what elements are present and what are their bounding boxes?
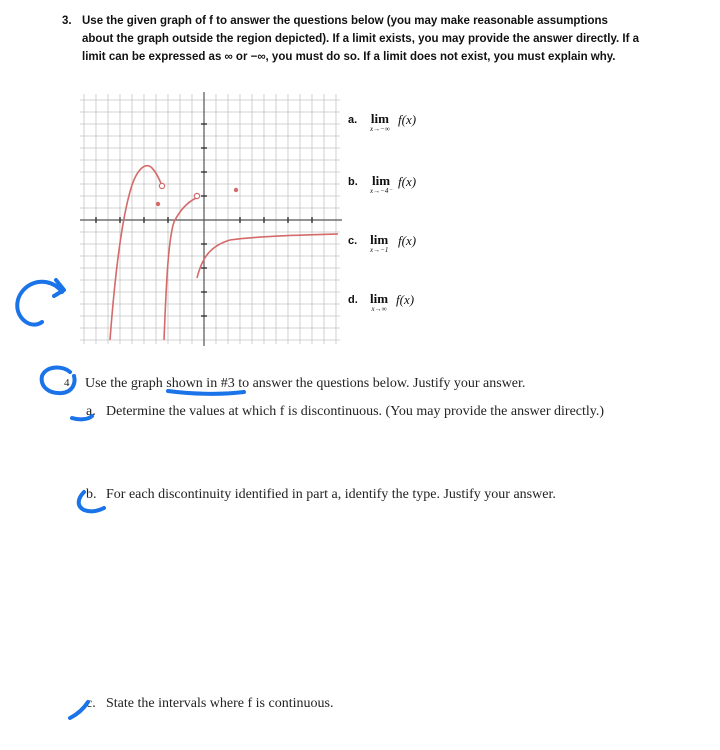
limit-c-fx: f(x): [398, 233, 417, 248]
question-4-number: 4: [64, 377, 70, 389]
limit-a-label: a.: [348, 114, 358, 126]
limit-a-word: lim: [370, 111, 389, 126]
question-4b-label: b.: [86, 487, 97, 502]
limit-c-word: lim: [370, 232, 389, 247]
limit-b-fx: f(x): [398, 174, 417, 189]
annotation-mark-4b: [79, 492, 104, 511]
question-4b-text: For each discontinuity identified in part a, identify the type. Justify your answer.: [106, 487, 556, 502]
limit-a-fx: f(x): [398, 112, 417, 127]
question-3-text: Use the given graph of f to answer the questions below (you may make reasonable assumptions about the graph outside the region depicted). If a limit exists, you may provide the answer directly. If a limit can be expressed as ∞ or −∞, you must do so. If a limit does not exist, you must explain why.: [82, 15, 640, 63]
limit-b-word: lim: [371, 173, 391, 188]
question-4a-label: a.: [86, 404, 96, 419]
annotation-underline-shown: [168, 391, 244, 394]
annotation-mark-4a: [72, 416, 92, 419]
limit-b-sub: x→−4⁻: [370, 187, 393, 195]
limit-d-word: lim: [370, 291, 389, 306]
annotation-hook-arrow: [17, 282, 62, 325]
question-4c-text: State the intervals where f is continuous.: [106, 696, 334, 711]
limit-d-sub: x→∞: [371, 305, 387, 313]
limit-c-label: c.: [348, 235, 358, 247]
question-3-number: 3.: [62, 15, 72, 27]
annotation-mark-4c: [70, 702, 88, 718]
limit-b-label: b.: [348, 176, 358, 188]
limit-d-label: d.: [348, 294, 358, 306]
limit-c-sub: x→−1: [370, 246, 389, 254]
limit-d-fx: f(x): [396, 292, 415, 307]
annotation-circle-number: [42, 367, 75, 393]
limit-a-sub: x→−∞: [370, 125, 390, 133]
question-4a-text: Determine the values at which f is discontinuous. (You may provide the answer directly.): [106, 404, 605, 419]
question-4-text: Use the graph shown in #3 to answer the questions below. Justify your answer.: [85, 376, 526, 391]
question-4c-label: c.: [86, 696, 96, 711]
